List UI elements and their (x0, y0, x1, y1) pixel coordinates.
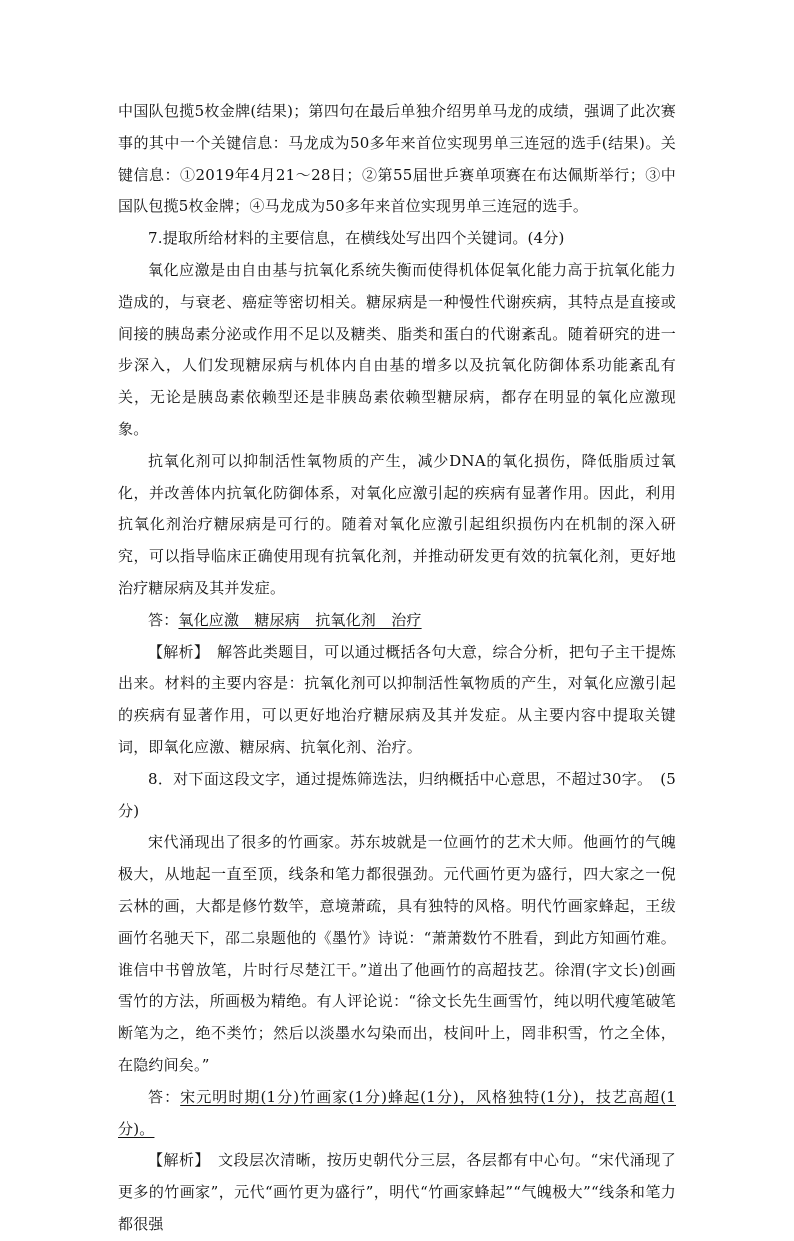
material-paragraph-antioxidants: 抗氧化剂可以抑制活性氧物质的产生，减少DNA的氧化损伤，降低脂质过氧化，并改善体内抗氧化防御体系，对氧化应激引起的疾病有显著作用。因此，利用抗氧化剂治疗糖尿病是可行的。随着对氧化应激引起组织损伤内在机制的深入研究，可以指导临床正确使用现有抗氧化剂，并推动研发更有效的抗氧化剂，更好地治疗糖尿病及其并发症。 (118, 451, 676, 597)
answer-8-summary: 宋元明时期(1分)竹画家(1分)蜂起(1分)，风格独特(1分)，技艺高超(1分)。 (118, 1087, 676, 1138)
question-8: 8．对下面这段文字，通过提炼筛选法，归纳概括中心意思，不超过30字。 (5分) (118, 769, 676, 820)
explanation-8 (118, 1145, 676, 1240)
answer-7-keywords: 氧化应激 糖尿病 抗氧化剂 治疗 (178, 610, 422, 629)
answer-7 (118, 605, 676, 637)
explanation-7-text: 解答此类题目，可以通过概括各句大意，综合分析，把句子主干提炼出来。材料的主要内容是：抗氧化剂可以抑制活性氧物质的产生，对氧化应激引起的疾病有显著作用，可以更好地治疗糖尿病及其并发症。从主要内容中提取关键词，即氧化应激、糖尿病、抗氧化剂、治疗。 (118, 642, 676, 756)
material-paragraph-bamboo-painters: 宋代涌现出了很多的竹画家。苏东坡就是一位画竹的艺术大师。他画竹的气魄极大，从地起一直至顶，线条和笔力都很强劲。元代画竹更为盛行，四大家之一倪云林的画，大都是修竹数竿，意境萧疏，具有独特的风格。明代竹画家蜂起，王绂画竹名驰天下，邵二泉题他的《墨竹》诗说：“萧萧数竹不胜看，到此方知画竹难。谁信中书曾放笔，片时行尽楚江干。”道出了他画竹的高超技艺。徐渭(字文长)创画雪竹的方法，所画极为精绝。有人评论说：“徐文长先生画雪竹，纯以明代瘦笔破笔断笔为之，绝不类竹；然后以淡墨水勾染而出，枝间叶上，罔非积雪，竹之全体，在隐约间矣。” (118, 833, 676, 1074)
material-paragraph-oxidative-stress: 氧化应激是由自由基与抗氧化系统失衡而使得机体促氧化能力高于抗氧化能力造成的，与衰老、癌症等密切相关。糖尿病是一种慢性代谢疾病，其特点是直接或间接的胰岛素分泌或作用不足以及糖类、脂类和蛋白的代谢紊乱。随着研究的进一步深入，人们发现糖尿病与机体内自由基的增多以及抗氧化防御体系功能紊乱有关，无论是胰岛素依赖型还是非胰岛素依赖型糖尿病，都存在明显的氧化应激现象。 (118, 260, 676, 438)
explanation-tag: 【解析】 (148, 1151, 203, 1170)
explanation-7 (118, 637, 676, 764)
answer-prefix: 答： (148, 610, 179, 629)
answer-prefix: 答： (148, 1087, 181, 1106)
answer-8 (118, 1082, 676, 1146)
question-7: 7.提取所给材料的主要信息，在横线处写出四个关键词。(4分) (148, 229, 565, 248)
explanation-8-text: 文段层次清晰，按历史朝代分三层，各层都有中心句。“宋代涌现了更多的竹画家”，元代“画竹更为盛行”，明代“竹画家蜂起”“气魄极大”“线条和笔力都很强 (118, 1151, 676, 1233)
paragraph-answer-context: 中国队包揽5枚金牌(结果)；第四句在最后单独介绍男单马龙的成绩，强调了此次赛事的其中一个关键信息：马龙成为50多年来首位实现男单三连冠的选手(结果)。关键信息：①2019年4月21～28日；②第55届世乒赛单项赛在布达佩斯举行；③中国队包揽5枚金牌；④马龙成为50多年来首位实现男单三连冠的选手。 (118, 102, 676, 216)
explanation-tag: 【解析】 (148, 642, 202, 661)
document-page (118, 96, 676, 1241)
